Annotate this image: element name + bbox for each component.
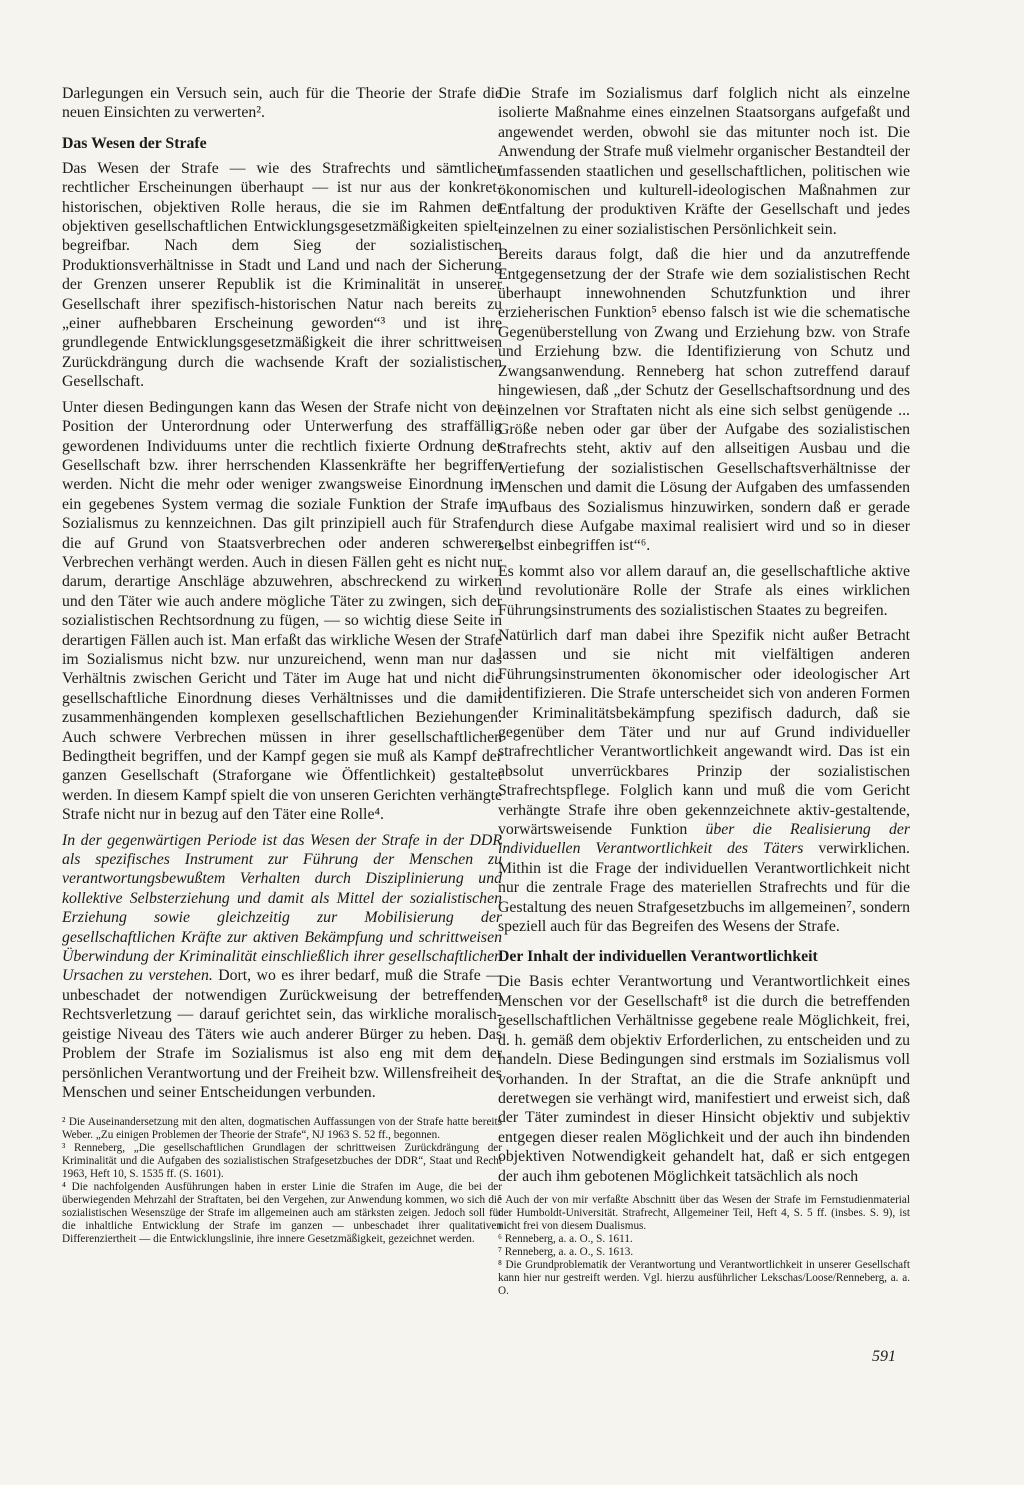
body-text: verwirklichen. Mithin ist die Frage der individuellen Verantwortlichkeit nicht nur die zentrale Frage des materiellen Strafrechts und für die Gestaltung des neuen Strafgesetzbuchs im allgemeinen⁷, sondern speziell auch für das Begreifen des Wesens der Strafe.: [498, 840, 910, 936]
body-paragraph-emphasis: [62, 831, 502, 1103]
body-paragraph: Die Basis echter Verantwortung und Verantwortlichkeit eines Menschen vor der Gesellschaft⁸ ist die durch die betreffenden gesellschaftlichen Verhältnisse gegebene reale Möglichkeit, frei, d. h. gemäß dem objektiv Erforderlichen, zu entscheiden und zu handeln. Diese Bedingungen sind erstmals im Sozialismus voll vorhanden. In der Straftat, an die die Strafe anknüpft und deretwegen sie verhängt wird, manifestiert und erweist sich, daß der Täter zumindest in dieser Hinsicht objektiv und subjektiv entgegen dieser realen Möglichkeit und der auch ihn bindenden objektiven Notwendigkeit gehandelt hat, daß er sich entgegen der auch ihm gebotenen Möglichkeit tatsächlich als noch: [498, 973, 910, 1185]
left-column: [62, 84, 502, 1246]
body-text: Natürlich darf man dabei ihre Spezifik nicht außer Betracht lassen und sie nicht mit vielfältigen anderen Führungsinstrumenten ökonomischer oder ideologischer Art identifizieren. Die Strafe unterscheidet sich von anderen Formen der Kriminalitätsbekämpfung spezifisch dadurch, daß sie gegenüber dem Täter und nur auf Grund individueller strafrechtlicher Verantwortlichkeit angewandt wird. Das ist ein absolut unverrückbares Prinzip der sozialistischen Strafrechtspflege. Folglich kann und muß die vom Gericht verhängte Strafe ihre oben gekennzeichnete aktiv-gestaltende, vorwärtsweisende Funktion: [498, 626, 910, 839]
footnote: ⁶ Renneberg, a. a. O., S. 1611.: [498, 1232, 633, 1245]
footnote: ² Die Auseinandersetzung mit den alten, dogmatischen Auffassungen von der Strafe hatte bereits Weber. „Zu einigen Problemen der Theorie der Strafe“, NJ 1963 S. 52 ff., begonnen.: [62, 1116, 502, 1142]
section-heading-inhalt: Der Inhalt der individuellen Verantwortlichkeit: [498, 948, 818, 966]
body-paragraph: Es kommt also vor allem darauf an, die gesellschaftliche aktive und revolutionäre Rolle der Strafe als eines wirklichen Führungsinstruments des sozialistischen Staates zu begreifen.: [498, 562, 910, 619]
body-paragraph: Die Strafe im Sozialismus darf folglich nicht als einzelne isolierte Maßnahme eines einzelnen Staatsorgans aufgefaßt und angewendet werden, obwohl sie das mitunter noch ist. Die Anwendung der Strafe muß vielmehr organischer Bestandteil der umfassenden staatlichen und gesellschaftlichen, politischen wie ökonomischen und kulturell-ideologischen Maßnahmen zur Entfaltung der produktiven Kräfte der Gesellschaft und jedes einzelnen zu einer sozialistischen Persönlichkeit sein.: [498, 85, 910, 238]
emphasized-text: In der gegenwärtigen Periode ist das Wesen der Strafe in der DDR als spezifisches Instrument zur Führung der Menschen zu verantwortungsbewußtem Verhalten durch Disziplinierung und kollektive Selbsterziehung und damit als Mittel der sozialistischen Erziehung sowie gleichzeitig zur Mobilisierung der gesellschaftlichen Kräfte zur aktiven Bekämpfung und schrittweisen Überwindung der Kriminalität einschließlich ihrer gesellschaftlichen Ursachen zu verstehen.: [62, 831, 502, 985]
body-paragraph: Das Wesen der Strafe — wie des Strafrechts und sämtlicher rechtlicher Erscheinungen überhaupt — ist nur aus der konkret-historischen, objektiven Rolle heraus, die sie im Rahmen der objektiven gesellschaftlichen Entwicklungsgesetzmäßigkeiten spielt, begreifbar. Nach dem Sieg der sozialistischen Produktionsverhältnisse in Stadt und Land und nach der Sicherung der Grenzen unserer Republik ist die Kriminalität in unserer Gesellschaft ihrer spezifisch-historischen Natur nach bereits zu „einer aufhebbaren Erscheinung geworden“³ und ist ihre grundlegende Entwicklungsgesetzmäßigkeit die ihrer schrittweisen Zurückdrängung durch die wachsende Kraft der sozialistischen Gesellschaft.: [62, 159, 502, 391]
body-paragraph: Unter diesen Bedingungen kann das Wesen der Strafe nicht von der Position der Unterordnung oder Unterwerfung des straffällig gewordenen Individuums unter die rechtlich fixierte Ordnung der Gesellschaft bzw. ihrer herrschenden Klassenkräfte her begriffen werden. Nicht die mehr oder weniger zwangsweise Einordnung in ein gegebenes System vermag die soziale Funktion der Strafe im Sozialismus zu kennzeichnen. Das gilt prinzipiell auch für Strafen, die auf Grund von Staatsverbrechen oder anderen schweren Verbrechen verhängt werden. Auch in diesen Fällen geht es nicht nur darum, derartige Anschläge abzuwehren, abschreckend zu wirken und den Täter wie auch andere mögliche Täter zu zwingen, sich der sozialistischen Rechtsordnung zu fügen, — so wichtig diese Seite in derartigen Fällen auch ist. Man erfaßt das wirkliche Wesen der Strafe im Sozialismus nicht bzw. nur unzureichend, wenn man nur das Verhältnis zwischen Gericht und Täter im Auge hat und nicht die gesellschaftliche Einordnung dieses Verhältnisses und die damit zusammenhängenden komplexen gesellschaftlichen Beziehungen. Auch schwere Verbrechen müssen in ihrer gesellschaftlichen Bedingtheit begriffen, und der Kampf gegen sie muß als Kampf der ganzen Gesellschaft (Straforgane wie Öffentlichkeit) gestaltet werden. In diesem Kampf spielt die von unseren Gerichten verhängte Strafe nicht nur in bezug auf den Täter eine Rolle⁴.: [62, 398, 502, 824]
footnote: ⁴ Die nachfolgenden Ausführungen haben in erster Linie die Strafen im Auge, die bei der überwiegenden Mehrzahl der Straftaten, bei den Vergehen, zur Anwendung kommen, wo sich die sozialistischen Wesenszüge der Strafe im allgemeinen auch am stärksten zeigen. Jedoch soll für die inhaltliche Entwicklung der Strafe im ganzen — unbeschadet ihrer qualitativen Differenziertheit — die Entwicklungslinie, ihre innere Gesetzmäßigkeit, gezeichnet werden.: [62, 1181, 502, 1246]
emphasized-text: über die Realisierung der individuellen Verantwortlichkeit des Täters: [498, 821, 910, 858]
section-heading-wesen: Das Wesen der Strafe: [62, 134, 207, 152]
body-text: Dort, wo es ihrer bedarf, muß die Strafe — unbeschadet der notwendigen Zurückweisung der betreffenden Rechtsverletzung — darauf gerichtet sein, das wirkliche moralisch-geistige Niveau des Täters wie auch anderer Bürger zu heben. Das Problem der Strafe im Sozialismus ist also eng mit dem der persönlichen Verantwortung und der Freiheit bzw. Willensfreiheit des Menschen und seiner Entscheidungen verbunden.: [62, 967, 503, 1101]
footnote: ⁸ Die Grundproblematik der Verantwortung und Verantwortlichkeit in unserer Gesellschaft kann hier nur gestreift werden. Vgl. hierzu ausführlicher Lekschas/Loose/Renneberg, a. a. O.: [498, 1258, 910, 1297]
intro-paragraph: Darlegungen ein Versuch sein, auch für die Theorie der Strafe die neuen Einsichten zu verwerten².: [62, 85, 502, 122]
page-number: 591: [872, 1348, 896, 1365]
body-paragraph: [498, 626, 910, 937]
footnote: ⁷ Renneberg, a. a. O., S. 1613.: [498, 1245, 634, 1258]
footnote: ³ Renneberg, „Die gesellschaftlichen Grundlagen der schrittweisen Zurückdrängung der Kriminalität und die Aufgaben des sozialistischen Strafgesetzbuches der DDR“, Staat und Recht 1963, Heft 10, S. 1535 ff. (S. 1601).: [62, 1142, 502, 1181]
footnote: ⁵ Auch der von mir verfaßte Abschnitt über das Wesen der Strafe im Fernstudienmaterial der Humboldt-Universität. Strafrecht, Allgemeiner Teil, Heft 4, S. 5 ff. (insbes. S. 9), ist nicht frei von diesem Dualismus.: [498, 1193, 910, 1232]
body-paragraph: Bereits daraus folgt, daß die hier und da anzutreffende Entgegensetzung der der Strafe wie dem sozialistischen Recht überhaupt innewohnenden Schutzfunktion und ihrer erzieherischen Funktion⁵ ebenso falsch ist wie die schematische Gegenüberstellung von Zwang und Erziehung bzw. von Strafe und Erziehung bzw. die Identifizierung von Schutz und Zwangsanwendung. Renneberg hat schon zutreffend darauf hingewiesen, daß „der Schutz der Gesellschaftsordnung und des einzelnen vor Straftaten nicht als eine sich selbst genügende ... Größe neben oder gar über der Aufgabe des sozialistischen Strafrechts steht, aktiv auf den allseitigen Ausbau und die Vertiefung der sozialistischen Gesellschaftsverhältnisse der Menschen und damit die Lösung der Aufgaben des umfassenden Aufbaus des Sozialismus hinzuwirken, sondern daß er gerade durch diese Aufgabe maximal realisiert wird und so in dieser selbst einbegriffen ist“⁶.: [498, 246, 910, 555]
right-column: [498, 84, 910, 1298]
footnotes-right: [498, 1194, 910, 1298]
footnotes-left: [62, 1116, 502, 1246]
